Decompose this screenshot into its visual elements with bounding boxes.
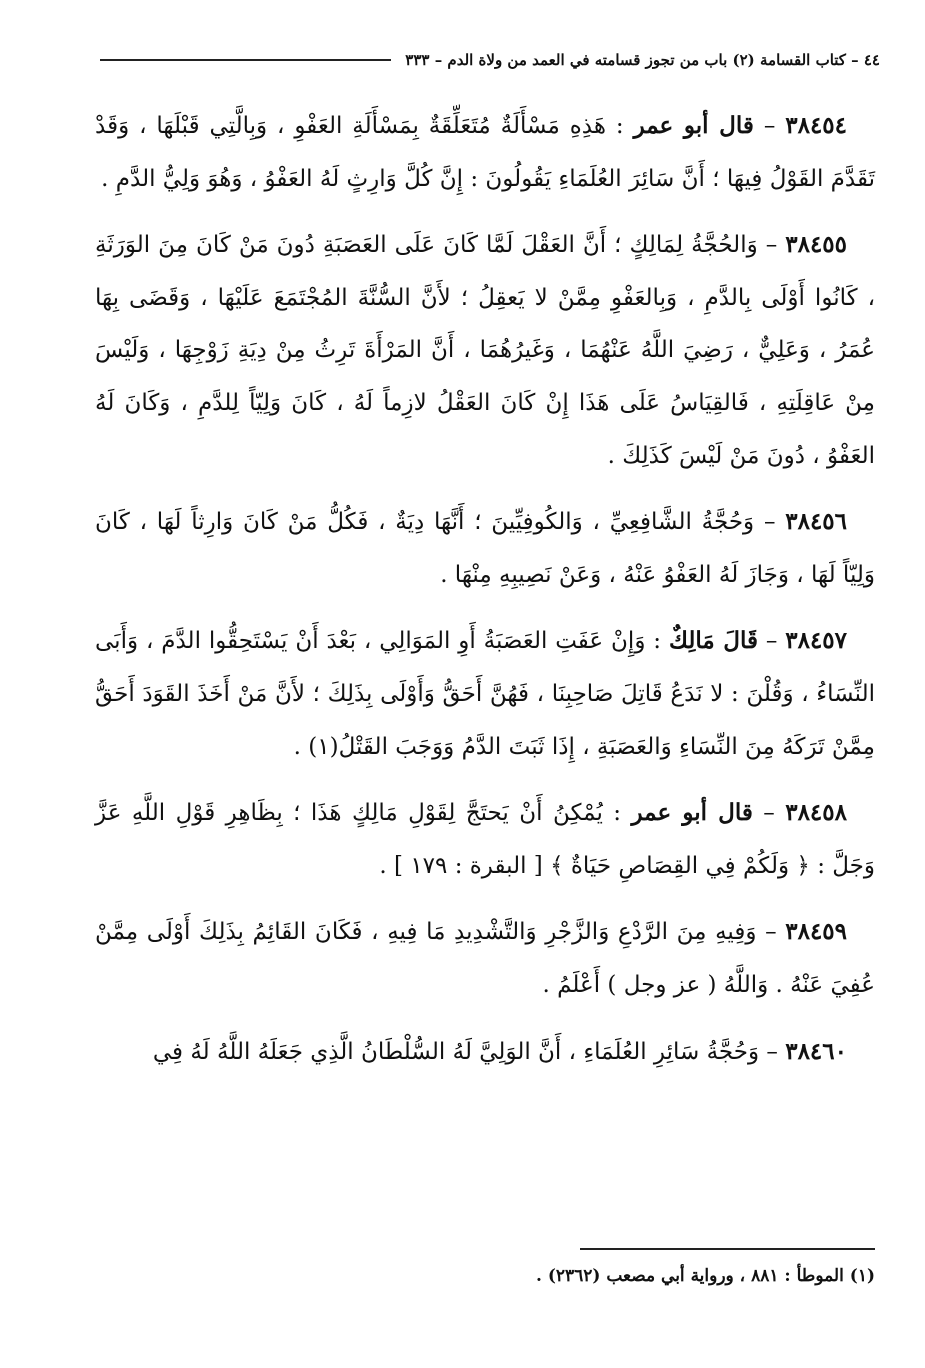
dash: – xyxy=(763,800,775,827)
footnote-rule xyxy=(580,1248,875,1250)
paragraph-number: ٣٨٤٥٧ xyxy=(785,627,848,655)
paragraph-38456 xyxy=(95,496,875,601)
dash: – xyxy=(765,919,777,946)
paragraph-text: وَحُجَّةُ الشَّافِعِيِّ ، وَالكُوفِيِّينَ ؛ أَنَّهَا دِيَةٌ ، فَكُلُّ مَنْ كَانَ وَارِثاً لَهَا ، كَانَ وَلِيّاً لَهَا ، وَجَازَ لَهُ العَفْوُ عَنْهُ ، وَعَنْ نَصِيبِهِ مِنْهَا . xyxy=(95,509,875,588)
paragraph-38458 xyxy=(95,787,875,892)
paragraph-text: وَفِيهِ مِنَ الرَّدْعِ وَالزَّجْرِ وَالتَّشْدِيدِ مَا فِيهِ ، فَكَانَ القَائِمُ بِذَلِكَ أَوْلَى مِمَّنْ عُفِيَ عَنْهُ . وَاللَّهُ ( عز وجل ) أَعْلَمُ . xyxy=(95,919,875,998)
dash: – xyxy=(765,232,778,259)
header-title: ٤٤ – كتاب القسامة (٢) باب من تجوز قسامته في العمد من ولاة الدم – ٣٣٣ xyxy=(405,51,880,69)
paragraph-number: ٣٨٤٥٦ xyxy=(785,508,848,536)
paragraph-lead: قال أبو عمر xyxy=(633,112,754,139)
footnote: (١) الموطأ : ٨٨١ ، ورواية أبي مصعب (٢٣٦٢) . xyxy=(535,1266,875,1286)
paragraph-number: ٣٨٤٥٤ xyxy=(785,112,848,139)
header-rule xyxy=(100,59,391,61)
main-text xyxy=(95,100,875,1092)
paragraph-number: ٣٨٤٥٩ xyxy=(785,918,848,946)
dash: – xyxy=(765,628,778,655)
paragraph-text: وَالحُجَّةُ لِمَالِكٍ ؛ أَنَّ العَقْلَ لَمَّا كَانَ عَلَى العَصَبَةِ دُونَ مَنْ كَانَ مِنَ الوَرَثَةِ ، كَانُوا أَوْلَى بِالدَّمِ ، وَبِالعَفْوِ مِمَّنْ لا يَعقِلُ ؛ لأَنَّ السُّنَّةَ المُجْتَمَعَ عَلَيْهَا ، وَقَضَى بِهَا عُمَرُ ، وَعَلِيٌّ ، رَضِيَ اللَّهُ عَنْهُمَا ، وَغَيرُهُمَا ، أَنَّ المَرْأَةَ تَرِثُ مِنْ دِيَةِ زَوْجِهَا ، وَلَيْسَ مِنْ عَاقِلَتِهِ ، فَالقِيَاسُ عَلَى هَذَا إِنْ كَانَ العَقْلُ لازِماً لَهُ ، كَانَ وَلِيّاً لِلدَّمِ ، وَكَانَ لَهُ العَفْوُ ، دُونَ مَنْ لَيْسَ كَذَلِكَ . xyxy=(95,232,875,469)
paragraph-number: ٣٨٤٥٥ xyxy=(785,231,848,259)
paragraph-38454 xyxy=(95,100,875,205)
paragraph-text: : يُمْكِنُ أَنْ يَحتَجَّ لِقَوْلِ مَالِكٍ هَذَا ؛ بِظَاهِرِ قَوْلِ اللَّهِ عَزَّ وَجَلَّ : ﴿ وَلَكُمْ فِي القِصَاصِ حَيَاةٌ ﴾ [ البقرة : ١٧٩ ] . xyxy=(95,800,875,879)
paragraph-38459 xyxy=(95,906,875,1011)
running-header xyxy=(100,44,880,76)
paragraph-38455 xyxy=(95,219,875,482)
dash: – xyxy=(763,509,776,536)
dash: – xyxy=(766,1038,778,1065)
dash: – xyxy=(763,113,776,139)
paragraph-text: : هَذِهِ مَسْأَلَةٌ مُتَعَلِّقَةٌ بِمَسْأَلَةِ العَفْوِ ، وَبِالَّتِي قَبْلَهَا ، وَقَدْ تَقَدَّمَ القَوْلُ فِيهَا ؛ أَنَّ سَائِرَ العُلَمَاءِ يَقُولُونَ : إِنَّ كُلَّ وَارِثٍ لَهُ العَفْوُ ، وَهُوَ وَلِيُّ الدَّمِ . xyxy=(95,113,875,192)
paragraph-lead: قَالَ مَالِكٌ xyxy=(668,627,758,655)
paragraph-38460 xyxy=(95,1026,875,1079)
paragraph-number: ٣٨٤٦٠ xyxy=(785,1037,847,1065)
paragraph-number: ٣٨٤٥٨ xyxy=(785,799,847,827)
paragraph-text: وَحُجَّةُ سَائِرِ العُلَمَاءِ ، أَنَّ الوَلِيَّ لَهُ السُّلْطَانُ الَّذِي جَعَلَهُ اللَّهُ لَهُ فِي xyxy=(152,1038,760,1065)
paragraph-38457 xyxy=(95,615,875,773)
paragraph-text: : وَإِنْ عَفَتِ العَصَبَةُ أَوِ المَوَالِي ، بَعْدَ أَنْ يَسْتَحِقُّوا الدَّمَ ، وَأَبَى النِّسَاءُ ، وَقُلْنَ : لا نَدَعُ قَاتِلَ صَاحِبِنَا ، فَهُنَّ أَحَقُّ وَأَوْلَى بِذَلِكَ ؛ لأَنَّ مَنْ أَخَذَ القَوَدَ أَحَقُّ مِمَّنْ تَرَكَهُ مِنَ النِّسَاءِ وَالعَصَبَةِ ، إِذَا ثَبَتَ الدَّمُ وَوَجَبَ القَتْلُ(١) . xyxy=(95,628,875,760)
paragraph-lead: قال أبو عمر xyxy=(631,799,753,827)
